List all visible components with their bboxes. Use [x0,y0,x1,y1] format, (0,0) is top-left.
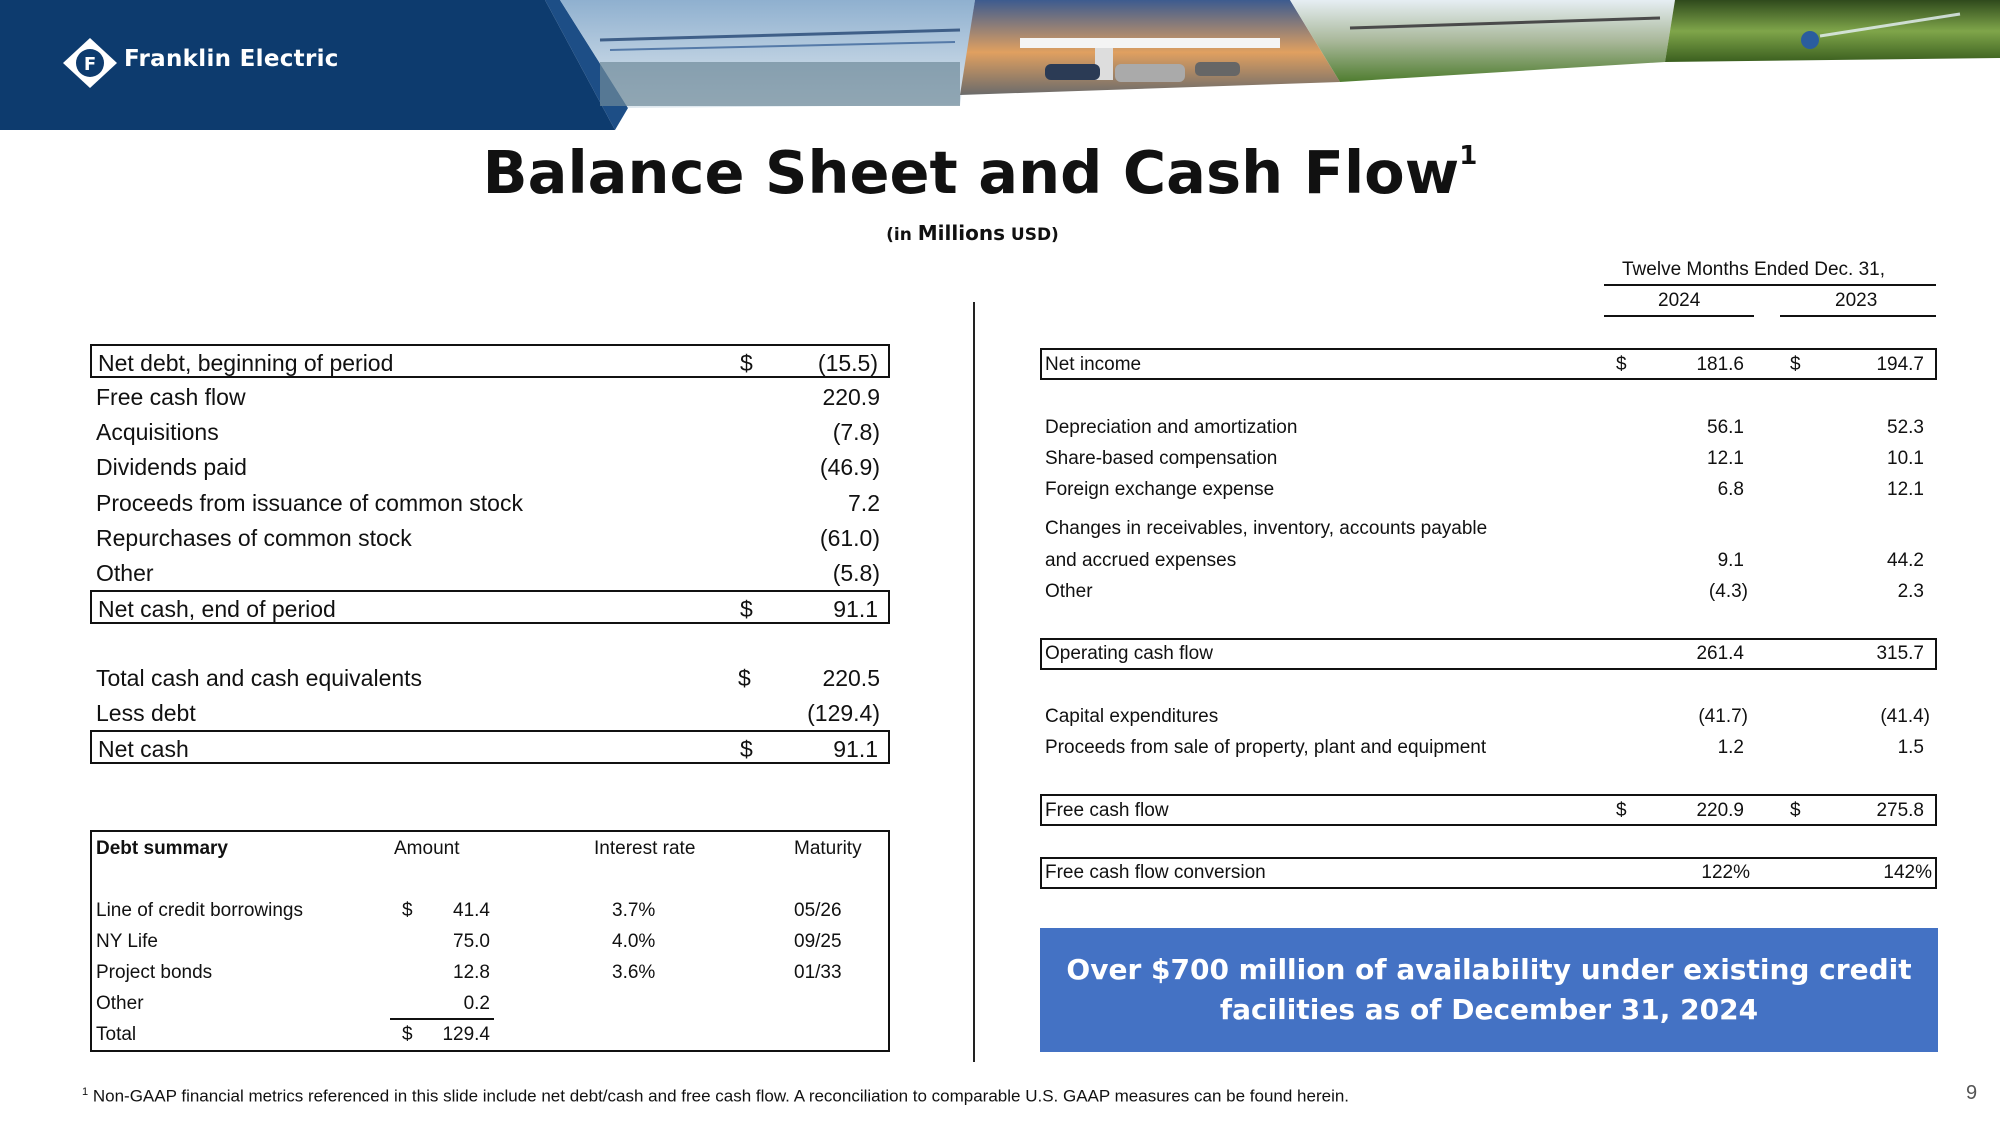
debt-row-name: Line of credit borrowings [96,900,303,921]
label-fx-expense: Foreign exchange expense [1045,479,1275,500]
val-changes-2023: 44.2 [1887,550,1924,571]
row-repurchases: Repurchases of common stock (61.0) [96,525,880,551]
val-other-2024: (4.3) [1708,581,1748,602]
label-other: Other [1045,581,1093,602]
debt-row-name: NY Life [96,931,158,952]
val-net-income-2024: 181.6 [1696,354,1744,375]
val-net-income-2023: 194.7 [1876,354,1924,375]
period-header-rule [1604,284,1936,286]
label-net-income: Net income [1045,354,1142,375]
val-fcf-2023: 275.8 [1876,800,1924,821]
cur-net-income-2024: $ [1616,354,1627,375]
val-fcf-conversion-2023: 142% [1883,862,1932,883]
debt-row-rate: 4.0% [612,931,656,952]
label-ppe-proceeds: Proceeds from sale of property, plant and equipment [1045,737,1487,758]
label-changes-line2: and accrued expenses [1045,550,1237,571]
debt-row-amount: 12.8 [453,962,490,983]
debt-row-name: Total [96,1024,137,1045]
label-depreciation: Depreciation and amortization [1045,417,1298,438]
debt-row-rate: 3.6% [612,962,656,983]
photo-sprinkler [1665,0,2000,62]
label-fcf-conversion: Free cash flow conversion [1045,862,1266,883]
year-2024-header: 2024 [1658,290,1701,311]
total-underline [390,1018,494,1020]
label-share-based-comp: Share-based compensation [1045,448,1278,469]
row-free-cash-flow: Free cash flow 220.9 [96,384,880,410]
row-net-cash: Net cash $ 91.1 [90,730,890,764]
val-fx-2024: 6.8 [1717,479,1744,500]
footnote: $^1$ Non-GAAP financial metrics referenced in this slide include net debt/cash and free cash flow. A reconciliation to comparable U.S. GAAP measures can be found herein. [82,1086,1350,1106]
debt-row-currency: $ [402,1024,413,1045]
val-fx-2023: 12.1 [1887,479,1924,500]
label-fcf: Free cash flow [1045,800,1169,821]
debt-header-name: Debt summary [96,838,228,859]
debt-row-amount: 75.0 [453,931,490,952]
label-changes-line1: Changes in receivables, inventory, accounts payable [1045,518,1488,539]
debt-row-maturity: 05/26 [794,900,842,921]
val-ocf-2023: 315.7 [1876,643,1924,664]
debt-row-name: Other [96,993,144,1014]
row-dividends: Dividends paid (46.9) [96,454,880,480]
period-header: Twelve Months Ended Dec. 31, [1622,259,1885,280]
val-capex-2023: (41.4) [1880,706,1930,727]
row-net-income [1040,348,1937,380]
row-total-cash: Total cash and cash equivalents $ 220.5 [96,665,880,691]
val-fcf-2024: 220.9 [1696,800,1744,821]
page-title: Balance Sheet and Cash Flow$^1$ [482,138,1478,207]
debt-row-amount: 129.4 [442,1024,490,1045]
row-stock-issuance: Proceeds from issuance of common stock 7.2 [96,490,880,516]
svg-text:F: F [83,54,97,75]
year-2023-header: 2023 [1835,290,1878,311]
val-depreciation-2023: 52.3 [1887,417,1924,438]
val-ocf-2024: 261.4 [1696,643,1744,664]
val-ppe-2023: 1.5 [1897,737,1924,758]
val-depreciation-2024: 56.1 [1707,417,1744,438]
val-ppe-2024: 1.2 [1717,737,1744,758]
photo-irrigation [1290,0,1675,82]
row-free-cash-flow-cf [1040,794,1937,826]
row-net-debt-beginning: Net debt, beginning of period $ (15.5) [90,344,890,378]
page-number: 9 [1966,1082,1978,1104]
val-other-2023: 2.3 [1897,581,1924,602]
year-2024-rule [1604,315,1754,317]
val-fcf-conversion-2024: 122% [1701,862,1750,883]
debt-header-maturity: Maturity [794,838,862,859]
debt-row-amount: 0.2 [463,993,490,1014]
title-footnote-marker: 1 [1459,141,1478,172]
callout-line1: Over $700 million of availability under existing credit [1066,953,1912,986]
debt-row-currency: $ [402,900,413,921]
debt-header-amount: Amount [394,838,460,859]
company-name: Franklin Electric [124,46,339,72]
debt-row-amount: 41.4 [453,900,490,921]
year-2023-rule [1780,315,1936,317]
row-less-debt: Less debt (129.4) [96,700,880,726]
val-changes-2024: 9.1 [1717,550,1744,571]
val-sbc-2024: 12.1 [1707,448,1744,469]
label-ocf: Operating cash flow [1045,643,1213,664]
debt-row-name: Project bonds [96,962,213,983]
debt-row-maturity: 09/25 [794,931,842,952]
section-divider [973,302,975,1062]
debt-header-rate: Interest rate [594,838,696,859]
cur-fcf-2024: $ [1616,800,1627,821]
callout-line2: facilities as of December 31, 2024 [1219,993,1759,1026]
page-subtitle: (in Millions USD) [886,221,1059,245]
row-net-cash-end: Net cash, end of period $ 91.1 [90,590,890,624]
cur-net-income-2023: $ [1790,354,1801,375]
row-other: Other (5.8) [96,560,880,586]
val-sbc-2023: 10.1 [1887,448,1924,469]
credit-availability-callout [1040,928,1938,1052]
debt-summary-table [90,830,890,1052]
debt-row-maturity: 01/33 [794,962,842,983]
debt-row-rate: 3.7% [612,900,656,921]
cur-fcf-2023: $ [1790,800,1801,821]
label-capex: Capital expenditures [1045,706,1219,727]
val-capex-2024: (41.7) [1698,706,1748,727]
row-acquisitions: Acquisitions (7.8) [96,419,880,445]
